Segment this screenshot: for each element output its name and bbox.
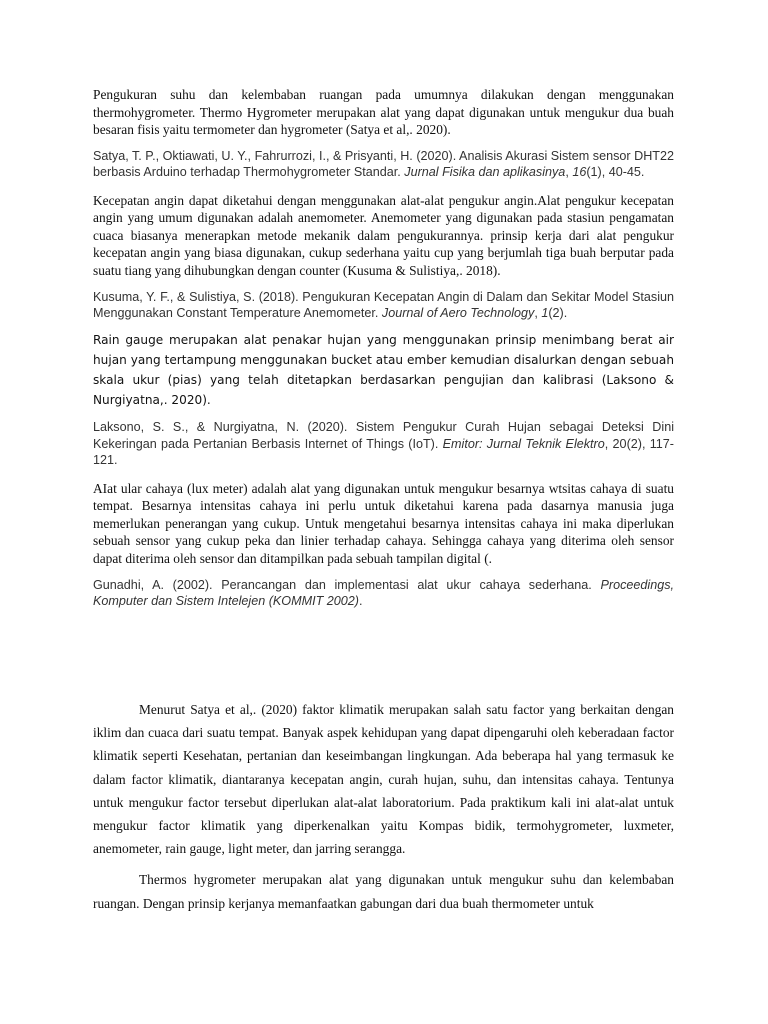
paragraph-thermos-hygrometer: Thermos hygrometer merupakan alat yang digunakan untuk mengukur suhu dan kelembaban ruangan. Dengan prinsip kerjanya memanfaatkan gabungan dari dua buah thermometer untuk: [93, 872, 674, 911]
reference-laksono: [93, 419, 674, 468]
reference-journal: Emitor: Jurnal Teknik Elektro: [442, 436, 605, 451]
reference-satya: [93, 148, 674, 181]
reference-journal: Jurnal Fisika dan aplikasinya: [404, 165, 566, 180]
paragraph-lux-meter: AIat ular cahaya (lux meter) adalah alat yang digunakan untuk mengukur besarnya wtsitas cahaya di suatu tempat. Besarnya intensitas cahaya ini perlu untuk diketahui karena pada dasarnya manusia juga memerlukan penerangan yang cukup. Untuk mengetahui besarnya intensitas cahaya ini maka diperlukan sebuah sensor yang cukup peka dan linier terhadap cahaya. Sehingga cahaya yang diterima oleh sensor dapat diterima oleh sensor dan ditampilkan pada sebuah tampilan digital (.: [93, 480, 674, 566]
reference-end: .: [358, 593, 363, 608]
reference-journal: Proceedings, Komputer dan Sistem Intelejen (KOMMIT 2002): [93, 577, 674, 608]
notes-section: [93, 86, 674, 609]
reference-separator: ,: [534, 305, 542, 320]
reference-volume: 20: [612, 436, 627, 451]
main-body: [93, 698, 674, 915]
reference-pages: (2).: [548, 305, 568, 320]
reference-separator: ,: [565, 165, 573, 180]
reference-text: Satya, T. P., Oktiawati, U. Y., Fahrurrozi, I., & Prisyanti, H. (2020). Analisis Akurasi Sistem sensor DHT22 berbasis Arduino terhadap Thermohygrometer Standar.: [93, 148, 674, 180]
reference-kusuma: [93, 289, 674, 322]
reference-pages: (1), 40-45.: [586, 165, 645, 180]
reference-volume: 1: [541, 305, 549, 320]
reference-text: Laksono, S. S., & Nurgiyatna, N. (2020). Sistem Pengukur Curah Hujan sebagai Deteksi Dini Kekeringan pada Pertanian Berbasis Internet of Things (IoT).: [93, 420, 674, 451]
reference-text: Gunadhi, A. (2002). Perancangan dan implementasi alat ukur cahaya sederhana.: [93, 577, 601, 592]
paragraph-thermohygrometer: Pengukuran suhu dan kelembaban ruangan pada umumnya dilakukan dengan menggunakan thermohygrometer. Thermo Hygrometer merupakan alat yang dapat digunakan untuk mengukur dua buah besaran fisis yaitu termometer dan hygrometer (Satya et al,. 2020).: [93, 87, 674, 138]
paragraph-anemometer: Kecepatan angin dapat diketahui dengan menggunakan alat-alat pengukur angin.Alat pengukur kecepatan angin yang umum digunakan adalah anemometer. Anemometer yang digunakan pada stasiun pengamatan cuaca biasanya menerapkan metode mekanik dalam pengukurannya. prinsip kerja dari alat pengukur kecepatan angin yang biasa digunakan, cukup sederhana yaitu cup yang berjumlah tiga buah berputar pada suatu tiang yang dihubungkan dengan counter (Kusuma & Sulistiya,. 2018).: [93, 192, 674, 278]
paragraph-faktor-klimatik: Menurut Satya et al,. (2020) faktor klimatik merupakan salah satu factor yang berkaitan dengan iklim dan cuaca dari suatu tempat. Banyak aspek kehidupan yang dapat dipengaruhi oleh keberadaan factor klimatik seperti Kesehatan, pertanian dan keseimbangan lingkungan. Ada beberapa hal yang termasuk ke dalam factor klimatik, diantaranya kecepatan angin, curah hujan, suhu, dan intensitas cahaya. Tentunya untuk mengukur factor tersebut diperlukan alat-alat laboratorium. Pada praktikum kali ini alat-alat untuk mengukur factor klimatik yang diperkenalkan yaitu Kompas bidik, termohygrometer, luxmeter, anemometer, rain gauge, light meter, dan jarring serangga.: [93, 702, 674, 857]
reference-volume: 16: [572, 165, 587, 180]
reference-text: Kusuma, Y. F., & Sulistiya, S. (2018). Pengukuran Kecepatan Angin di Dalam dan Sekitar Model Stasiun Menggunakan Constant Temperature Anemometer.: [93, 289, 674, 320]
paragraph-rain-gauge: Rain gauge merupakan alat penakar hujan yang menggunakan prinsip menimbang berat air hujan yang tertampung menggunakan bucket atau ember kemudian disalurkan dengan sebuah skala ukur (pias) yang telah ditetapkan berdasarkan pengujian dan kalibrasi (Laksono & Nurgiyatna,. 2020).: [93, 333, 674, 408]
reference-gunadhi: [93, 577, 674, 610]
reference-separator: ,: [604, 436, 613, 451]
reference-pages: (2), 117-121.: [93, 436, 674, 468]
reference-journal: Journal of Aero Technology: [381, 305, 535, 320]
